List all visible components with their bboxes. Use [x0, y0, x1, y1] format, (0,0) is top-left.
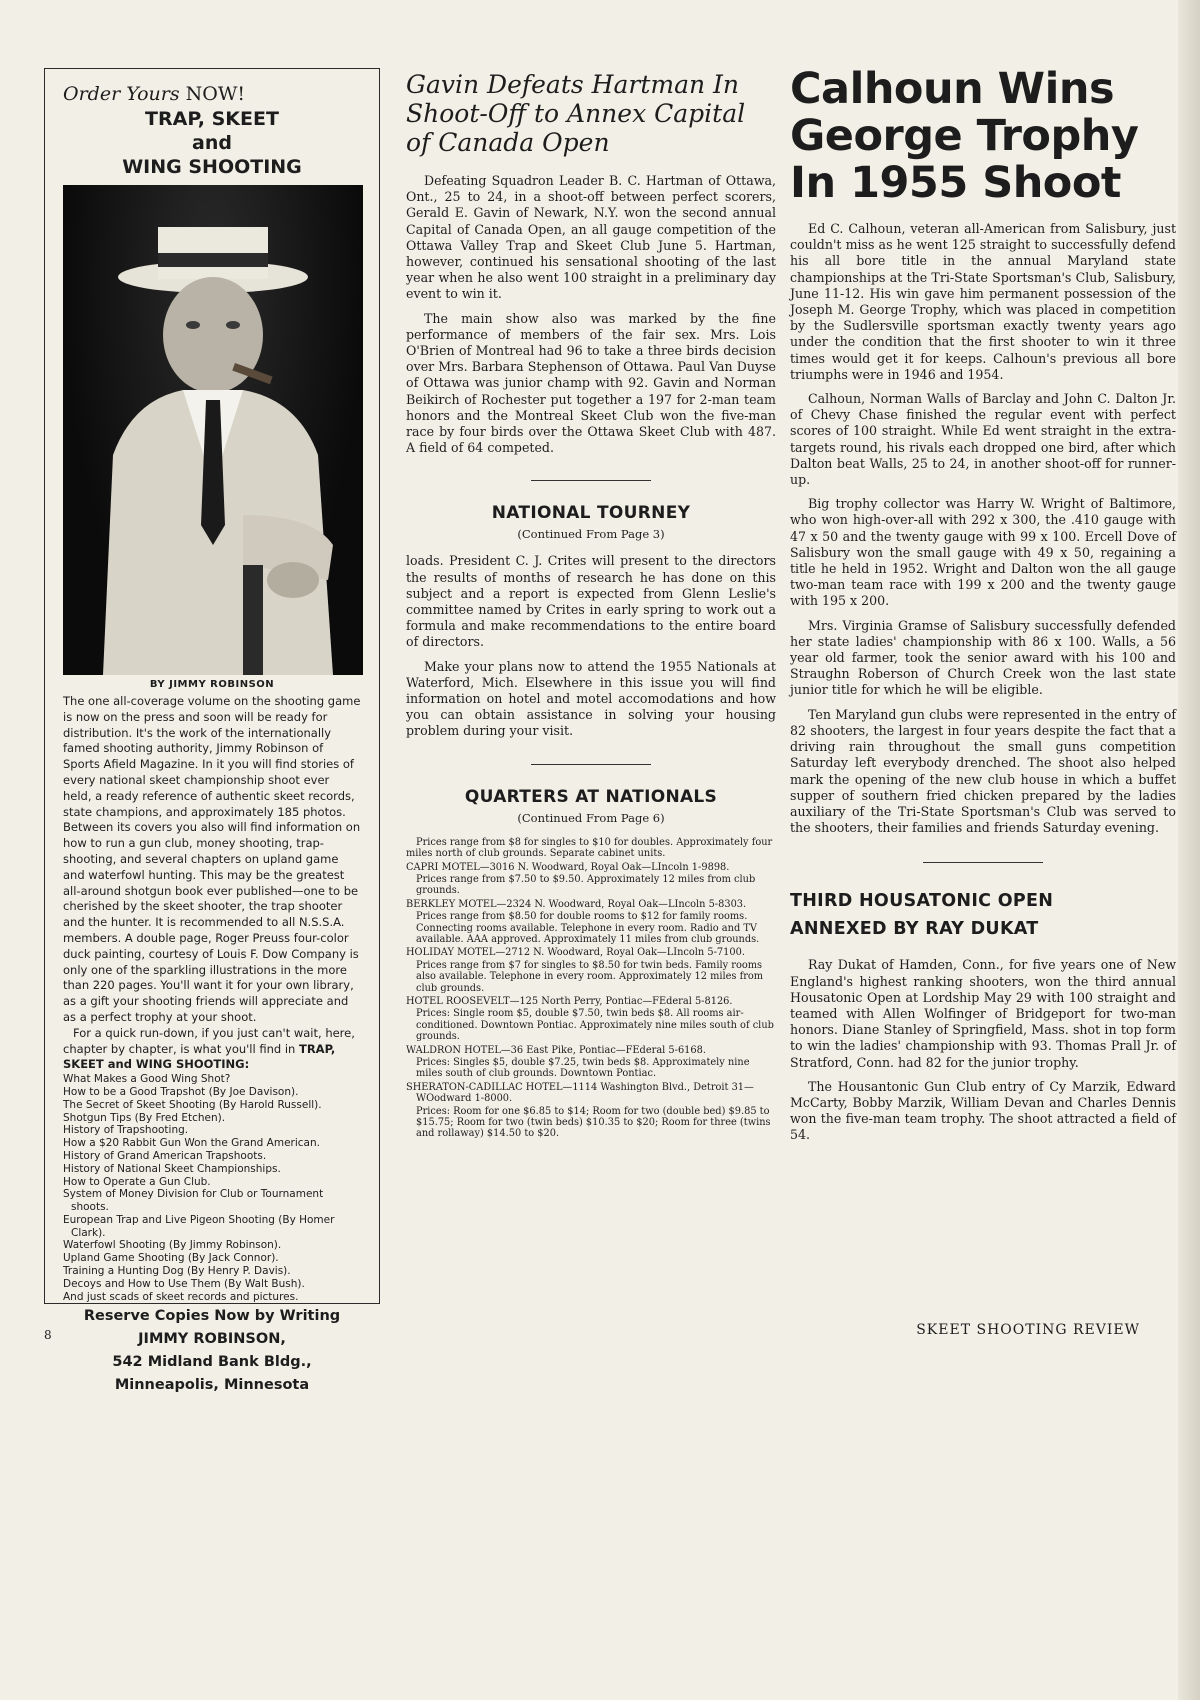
housatonic-article-body — [790, 957, 1176, 1143]
chapter-item: Upland Game Shooting (By Jack Connor). — [63, 1252, 279, 1265]
ad-heading-line3: WING SHOOTING — [122, 156, 302, 178]
chapter-item: History of Trapshooting. — [63, 1124, 189, 1137]
chapter-list — [63, 1073, 361, 1303]
gavin-article-body — [406, 173, 776, 456]
calhoun-title-line1: Calhoun Wins — [790, 64, 1115, 114]
hotel-name: HOLIDAY MOTEL—2712 N. Woodward, Royal Oak—LIncoln 5-7100. — [406, 947, 745, 959]
section-divider — [531, 480, 651, 481]
hotel-detail: Prices: Room for one $6.85 to $14; Room for two (double bed) $9.85 to $15.75; Room for two (twin beds) $10.35 to $20; Room for three (twins and rollaway) $14.50 to $20. — [416, 1105, 771, 1140]
calhoun-paragraph: Ten Maryland gun clubs were represented in the entry of 82 shooters, the largest in four years despite the fact that a driving rain throughout the small guns competition Saturday left everybody drenched. The shoot also helped mark the opening of the new club house in which a buffet supper of southern fried chicken prepared by the ladies auxiliary of the Tri-State Sportsman's Club was served to the shooters, their families and friends Saturday evening. — [790, 706, 1176, 836]
hotel-name: HOTEL ROOSEVELT—125 North Perry, Pontiac—FEderal 5-8126. — [406, 995, 733, 1007]
hotel-detail: Prices: Single room $5, double $7.50, twin beds $8. All rooms air-conditioned. Downtown Pontiac. Approximately nine miles south of club grounds. — [416, 1008, 774, 1043]
ad-reserve-line4: Minneapolis, Minnesota — [114, 1377, 310, 1394]
hotel-name: WALDRON HOTEL—36 East Pike, Pontiac—FEderal 5-6168. — [406, 1044, 706, 1056]
ad-reserve-line1: Reserve Copies Now by Writing — [83, 1308, 341, 1325]
chapter-item: European Trap and Live Pigeon Shooting (By Homer Clark). — [63, 1213, 335, 1239]
tourney-title: NATIONAL TOURNEY — [491, 503, 691, 524]
ad-heading-line1: TRAP, SKEET — [145, 108, 279, 130]
ad-order-italic: Order Yours — [63, 83, 180, 105]
chapter-item: The Secret of Skeet Shooting (By Harold Russell). — [63, 1098, 322, 1111]
housatonic-title-line2: ANNEXED BY RAY DUKAT — [790, 919, 1039, 940]
chapter-item: Training a Hunting Dog (By Henry P. Davis). — [63, 1265, 291, 1278]
chapter-item: History of National Skeet Championships. — [63, 1162, 281, 1175]
tourney-paragraph: loads. President C. J. Crites will present to the directors the results of months of research he has done on this subject and a report is expected from Glenn Leslie's committee named by Crites in early spring to work out a formula and make recommendations to the entire board of directors. — [406, 553, 776, 650]
housatonic-paragraph: Ray Dukat of Hamden, Conn., for five years one of New England's highest ranking shooters, won the third annual Housatonic Open at Lordship May 29 with 100 straight and teamed with Allen Wolfinger of Bridgeport for two-man honors. Diane Stanley of Springfield, Mass. shot in top form to win the ladies' championship with 93. Thomas Prall Jr. of Stratford, Conn. had 82 for the junior trophy. — [790, 957, 1176, 1070]
chapter-item: How a $20 Rabbit Gun Won the Grand American. — [63, 1137, 320, 1150]
section-divider — [923, 862, 1043, 863]
calhoun-paragraph: Big trophy collector was Harry W. Wright of Baltimore, who won high-over-all with 292 x 300, the .410 gauge with 47 x 50 and the twenty gauge with 99 x 100. Ercell Dove of Salisbury won the small gauge with 49 x 50, regaining a title he held in 1952. Wright and Dalton won the all gauge two-man team race with 199 x 200 and the twenty gauge with 195 x 200. — [790, 496, 1176, 609]
quarters-continued: (Continued From Page 6) — [517, 810, 665, 825]
gavin-article-title: Gavin Defeats Hartman In Shoot-Off to Annex Capital of Canada Open — [406, 70, 746, 157]
tourney-continued: (Continued From Page 3) — [517, 527, 665, 542]
gavin-paragraph: The main show also was marked by the fine performance of members of the fair sex. Mrs. Lois O'Brien of Montreal had 96 to take a three birds decision over Mrs. Barbara Stephenson of Ottawa. Paul Van Duyse of Ottawa was junior champ with 92. Gavin and Norman Beikirch of Rochester put together a 197 for 2-man team honors and the Montreal Skeet Club won the five-man race by four birds over the Ottawa Skeet Club with 487. A field of 64 competed. — [406, 310, 776, 456]
quarters-list — [406, 837, 776, 1140]
ad-description — [63, 694, 361, 1073]
quarters-intro: Prices range from $8 for singles to $10 for doubles. Approximately four miles north of club grounds. Separate cabinet units. — [406, 836, 773, 860]
chapter-item: History of Grand American Trapshoots. — [63, 1149, 267, 1162]
chapter-item: Shotgun Tips (By Fred Etchen). — [63, 1111, 226, 1124]
ad-paragraph-1: The one all-coverage volume on the shooting game is now on the press and soon will be ready for distribution. It's the work of the internationally famed shooting authority, Jimmy Robinson of Sports Afield Magazine. In it you will find stories of every national skeet championship shoot ever held, a ready reference of authentic skeet records, state champions, and approximately 185 photos. Between its covers you also will find information on how to run a gun club, money shooting, trap-shooting, and several chapters on upland game and waterfowl hunting. This may be the greatest all-around shotgun book ever published—one to be cherished by the skeet shooter, the trap shooter and the hunter. It is recommended to all N.S.S.A. members. A double page, Roger Preuss four-color duck painting, courtesy of Louis F. Dow Company is only one of the sparkling illustrations in the more than 220 pages. You'll want it for your own library, as a gift your shooting friends will appreciate and as a perfect trophy at your shoot. — [63, 694, 361, 1024]
calhoun-article-title — [790, 66, 1176, 207]
calhoun-title-line2: George Trophy — [790, 111, 1139, 161]
chapter-item: What Makes a Good Wing Shot? — [63, 1073, 231, 1086]
ad-byline: BY JIMMY ROBINSON — [149, 679, 275, 690]
calhoun-title-line3: In 1955 Shoot — [790, 158, 1121, 208]
hotel-name: BERKLEY MOTEL—2324 N. Woodward, Royal Oak—LIncoln 5-8303. — [406, 898, 747, 910]
page-number: 8 — [44, 1328, 52, 1342]
chapter-item: Waterfowl Shooting (By Jimmy Robinson). — [63, 1239, 282, 1252]
ad-paragraph-2-bold: TRAP, SKEET and WING SHOOTING: — [63, 1041, 336, 1072]
ad-paragraph-2-text: For a quick run-down, if you just can't wait, here, chapter by chapter, is what you'll find in — [63, 1025, 355, 1056]
hotel-detail: Prices range from $7.50 to $9.50. Approximately 12 miles from club grounds. — [416, 873, 756, 897]
chapter-item: How to Operate a Gun Club. — [63, 1175, 211, 1188]
hotel-detail: Prices range from $7 for singles to $8.50 for twin beds. Family rooms also available. Telephone in every room. Approximately 12 miles from club grounds. — [416, 959, 764, 994]
hotel-name: CAPRI MOTEL—3016 N. Woodward, Royal Oak—LIncoln 1-9898. — [406, 861, 730, 873]
ad-reserve-line2: JIMMY ROBINSON, — [138, 1331, 286, 1348]
section-divider — [531, 764, 651, 765]
ad-paragraph-2 — [63, 1026, 361, 1073]
hotel-detail: Prices: Singles $5, double $7.25, twin beds $8. Approximately nine miles south of club grounds. Downtown Pontiac. — [416, 1057, 750, 1080]
tourney-body — [406, 553, 776, 739]
chapter-item: How to be a Good Trapshot (By Joe Davison). — [63, 1085, 299, 1098]
quarters-title: QUARTERS AT NATIONALS — [464, 786, 718, 807]
tourney-paragraph: Make your plans now to attend the 1955 Nationals at Waterford, Mich. Elsewhere in this issue you will find information on hotel and motel accomodations and how you can obtain assistance in solving your housing problem during your visit. — [406, 658, 776, 739]
author-portrait-illustration — [63, 185, 363, 675]
ad-reserve-line3: 542 Midland Bank Bldg., — [112, 1354, 312, 1371]
magazine-footer: SKEET SHOOTING REVIEW — [916, 1322, 1140, 1338]
right-column — [790, 66, 1176, 1152]
chapter-item: Decoys and How to Use Them (By Walt Bush). — [63, 1277, 305, 1290]
calhoun-paragraph: Calhoun, Norman Walls of Barclay and John C. Dalton Jr. of Chevy Chase finished the regular event with perfect scores of 100 straight. While Ed went straight in the extra-targets round, his rivals each dropped one bird, after which Dalton beat Walls, 25 to 24, in another shoot-off for runner-up. — [790, 391, 1176, 488]
book-advertisement — [44, 68, 380, 1394]
gavin-paragraph: Defeating Squadron Leader B. C. Hartman of Ottawa, Ont., 25 to 24, in a shoot-off between perfect scorers, Gerald E. Gavin of Newark, N.Y. won the second annual Capital of Canada Open, an all gauge competition of the Ottawa Valley Trap and Skeet Club June 5. Hartman, however, continued his sensational shooting of the last year when he also went 100 straight in a preliminary day event to win it. — [406, 173, 776, 302]
housatonic-title-line1: THIRD HOUSATONIC OPEN — [790, 891, 1054, 912]
housatonic-paragraph: The Housantonic Gun Club entry of Cy Marzik, Edward McCarty, Bobby Marzik, William Devan and Charles Dennis won the five-man team trophy. The shoot attracted a field of 54. — [790, 1078, 1176, 1143]
calhoun-article-body — [790, 221, 1176, 836]
ad-order-now: NOW! — [185, 83, 246, 105]
page-edge-shadow — [1178, 0, 1200, 1700]
chapter-item: System of Money Division for Club or Tournament shoots. — [63, 1188, 324, 1214]
calhoun-paragraph: Ed C. Calhoun, veteran all-American from Salisbury, just couldn't miss as he went 125 straight to successfully defend his all bore title in the annual Maryland state championships at the Tri-State Sportsman's Club, Salisbury, June 11-12. His win gave him permanent possession of the Joseph M. George Trophy, which was placed in competition by the Sudlersville sportsman exactly twenty years ago under the condition that the first shooter to win it three times would get it for keeps. Calhoun's previous all bore triumphs were in 1946 and 1954. — [790, 221, 1176, 382]
author-photo — [63, 185, 363, 675]
ad-order-line — [63, 83, 361, 105]
chapter-item: And just scads of skeet records and pictures. — [63, 1290, 299, 1303]
hotel-name: SHERATON-CADILLAC HOTEL—1114 Washington Blvd., Detroit 31—WOodward 1-8000. — [406, 1081, 754, 1105]
housatonic-title — [790, 887, 1176, 943]
calhoun-paragraph: Mrs. Virginia Gramse of Salisbury successfully defended her state ladies' championship with 86 x 100. Walls, a 56 year old farmer, took the senior award with his 100 and Straughn Roberson of Church Creek won the last state junior title for which he will be eligible. — [790, 617, 1176, 698]
hotel-detail: Prices range from $8.50 for double rooms to $12 for family rooms. Connecting rooms available. Telephone in every room. Radio and TV available. AAA approved. Approximately 11 miles from club grounds. — [416, 911, 760, 945]
middle-column — [406, 70, 776, 1141]
ad-heading-line2: and — [192, 132, 232, 154]
